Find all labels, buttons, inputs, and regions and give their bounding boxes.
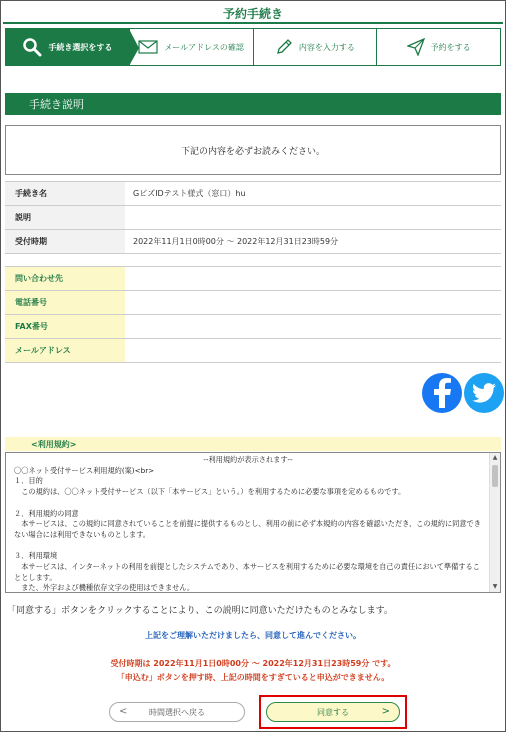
row-label: 電話番号 (5, 291, 125, 315)
row-value (125, 339, 501, 363)
progress-steps (5, 28, 501, 66)
terms-body: 〇〇ネット受付サービス利用規約(案)<br> １．目的 この規約は、〇〇ネット受付サービス（以下「本サービス」という。）を利用するために必要な事項を定めるものです。 ２．利用規約の同意 本サービスは、この規約に同意されていることを前提に提供するものとし、利用の前に必ず本規約の内容を確認いただき、この規約に同意できない場合には利用できないものとします。 ３．利用環境 本サービスは、インターネットの利用を前提としたシステムであり、本サービスを利用するために必要な環境を自己の責任において準備することとします。 また、外字および機種依存文字の使用はできません。 (14, 465, 481, 592)
row-value (125, 267, 501, 291)
table-row (5, 182, 501, 206)
table-row (5, 291, 501, 315)
period-warning: 受付時期は 2022年11月1日0時00分 ～ 2022年12月31日23時59分 です。 (110, 659, 396, 668)
row-label: FAX番号 (5, 315, 125, 339)
terms-top-line: --利用規約が表示されます-- (203, 455, 293, 464)
agree-button-highlight (259, 695, 407, 729)
row-label: メールアドレス (5, 339, 125, 363)
chevron-left-icon: < (119, 706, 128, 717)
contact-info-table (5, 266, 501, 363)
facebook-icon (431, 378, 453, 408)
back-to-time-selection-button[interactable] (109, 702, 245, 722)
chevron-right-icon: > (381, 706, 390, 717)
row-label: 説明 (5, 206, 125, 230)
table-row (5, 230, 501, 254)
page-title: 予約手続き (222, 7, 283, 21)
row-value (125, 291, 501, 315)
table-row (5, 339, 501, 363)
scroll-up-arrow-icon[interactable]: ▲ (492, 454, 498, 461)
proceed-note: 上記をご理解いただけましたら、同意して進んでください。 (145, 631, 361, 640)
row-value (125, 315, 501, 339)
pencil-icon (275, 38, 293, 56)
social-share (422, 373, 504, 413)
twitter-icon (472, 383, 496, 403)
title-divider (3, 22, 503, 24)
envelope-icon (138, 40, 158, 54)
read-notice: 下記の内容を必ずお読みください。 (5, 125, 501, 175)
row-label: 手続き名 (5, 182, 125, 206)
scroll-thumb[interactable] (492, 465, 498, 487)
row-value: 2022年11月1日0時00分 ～ 2022年12月31日23時59分 (125, 230, 501, 254)
terms-content (6, 453, 490, 592)
twitter-share-button[interactable] (464, 373, 504, 413)
terms-scrollbar[interactable] (489, 453, 500, 592)
step-enter-details (254, 29, 378, 65)
search-icon (22, 37, 42, 57)
step-label: 手続き選択をする (48, 42, 113, 52)
send-icon (407, 38, 425, 56)
step-confirm-email (130, 29, 254, 65)
procedure-info-table (5, 181, 501, 254)
agree-button-label: 同意する (317, 707, 349, 717)
table-row (5, 315, 501, 339)
row-value (125, 206, 501, 230)
deadline-warning: 「申込む」ボタンを押す時、上記の時間をすぎていると申込ができません。 (116, 673, 390, 682)
terms-header: <利用規約> (5, 437, 501, 451)
row-label: 問い合わせ先 (5, 267, 125, 291)
row-value: GビズIDテスト様式（窓口）hu (125, 182, 501, 206)
step-label: 内容を入力する (298, 42, 355, 52)
table-row (5, 267, 501, 291)
agree-button[interactable] (266, 702, 400, 722)
back-button-label: 時間選択へ戻る (149, 707, 205, 717)
table-row (5, 206, 501, 230)
step-label: 予約をする (430, 42, 471, 52)
terms-textarea[interactable] (5, 452, 501, 593)
scroll-down-arrow-icon[interactable]: ▼ (492, 583, 498, 590)
facebook-share-button[interactable] (422, 373, 462, 413)
row-label: 受付時期 (5, 230, 125, 254)
step-select-procedure (6, 29, 130, 65)
step-label: メールアドレスの確認 (164, 42, 244, 52)
agree-note: 「同意する」ボタンをクリックすることにより、この説明に同意いただけたものとみなします。 (7, 606, 393, 616)
step-make-reservation (377, 29, 500, 65)
section-header: 手続き説明 (5, 93, 501, 115)
